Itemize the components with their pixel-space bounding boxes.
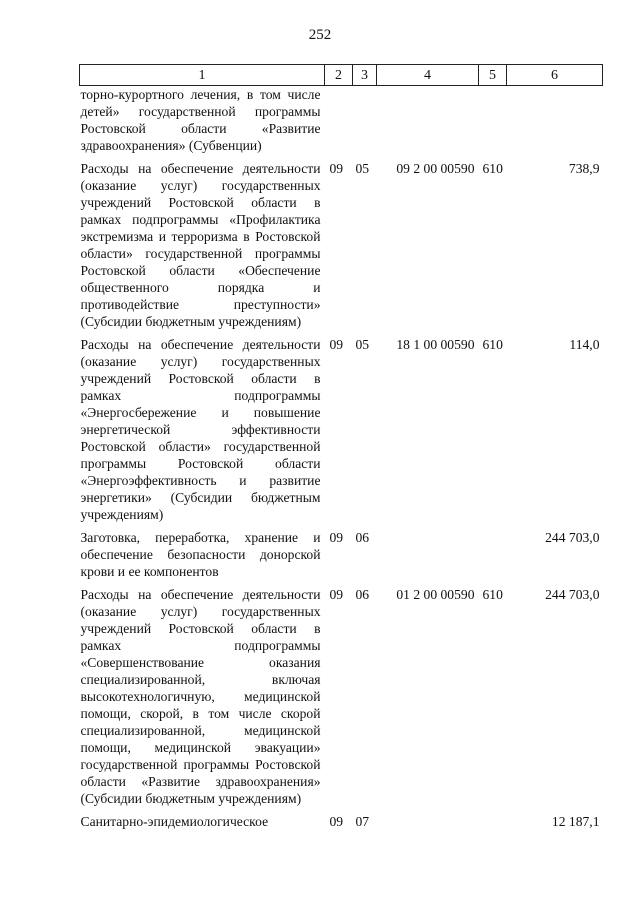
row-section: 09 bbox=[329, 587, 344, 602]
header-col-4: 4 bbox=[377, 65, 479, 86]
row-expense-type bbox=[479, 813, 507, 836]
header-col-6: 6 bbox=[507, 65, 603, 86]
header-row bbox=[80, 65, 603, 86]
header-col-5: 5 bbox=[479, 65, 507, 86]
row-subsection bbox=[353, 86, 377, 161]
table-row bbox=[80, 586, 603, 813]
row-target-code: 01 2 00 00590 bbox=[396, 587, 475, 602]
row-section: 09 bbox=[329, 161, 344, 176]
row-name: Санитарно-эпидемиологическое bbox=[80, 814, 269, 829]
table-row bbox=[80, 160, 603, 336]
table-row bbox=[80, 86, 603, 161]
row-amount: 738,9 bbox=[568, 161, 600, 176]
row-name: Расходы на обеспечение деятельности (оказание услуг) государственных учреждений Ростовской области в рамках подпрограммы «Совершенствование оказания специализированной, включая высокотехнологичную, медицинской помощи, скорой, в том числе скорой специализированной, медицинской помощи, медицинской эвакуации» государственной программы Ростовской области «Развитие здравоохранения» (Субсидии бюджетным учреждениям) bbox=[80, 587, 321, 806]
budget-table bbox=[79, 64, 603, 836]
row-expense-type bbox=[479, 86, 507, 161]
row-subsection: 05 bbox=[355, 337, 370, 352]
row-section: 09 bbox=[329, 814, 344, 829]
row-amount: 244 703,0 bbox=[545, 530, 600, 545]
table-body bbox=[80, 86, 603, 837]
row-name: Расходы на обеспечение деятельности (оказание услуг) государственных учреждений Ростовской области в рамках подпрограммы «Профилактика экстремизма и терроризма в Ростовской области» государственной программы Ростовской области «Обеспечение общественного порядка и противодействие преступности» (Субсидии бюджетным учреждениям) bbox=[80, 161, 321, 329]
row-amount bbox=[507, 86, 603, 161]
row-target-code bbox=[377, 529, 479, 586]
row-expense-type: 610 bbox=[482, 161, 503, 176]
row-target-code bbox=[377, 86, 479, 161]
row-subsection: 06 bbox=[355, 530, 370, 545]
row-subsection: 07 bbox=[355, 814, 370, 829]
header-col-1: 1 bbox=[80, 65, 325, 86]
row-name: торно-курортного лечения, в том числе детей» государственной программы Ростовской области «Развитие здравоохранения» (Субвенции) bbox=[80, 87, 321, 153]
row-name: Расходы на обеспечение деятельности (оказание услуг) государственных учреждений Ростовской области в рамках подпрограммы «Энергосбережение и повышение энергетической эффективности Ростовской области» государственной программы Ростовской области «Энергоэффективность и развитие энергетики» (Субсидии бюджетным учреждениям) bbox=[80, 337, 321, 522]
row-section: 09 bbox=[329, 337, 344, 352]
page-number: 252 bbox=[308, 27, 332, 43]
row-name: Заготовка, переработка, хранение и обеспечение безопасности донорской крови и ее компонентов bbox=[80, 530, 321, 579]
table-row bbox=[80, 529, 603, 586]
row-expense-type bbox=[479, 529, 507, 586]
table-row bbox=[80, 336, 603, 529]
row-subsection: 05 bbox=[355, 161, 370, 176]
row-section: 09 bbox=[329, 530, 344, 545]
row-target-code: 18 1 00 00590 bbox=[396, 337, 475, 352]
row-subsection: 06 bbox=[355, 587, 370, 602]
row-amount: 12 187,1 bbox=[551, 814, 600, 829]
row-section bbox=[325, 86, 353, 161]
table-row bbox=[80, 813, 603, 836]
row-amount: 114,0 bbox=[569, 337, 600, 352]
row-expense-type: 610 bbox=[482, 587, 503, 602]
header-col-2: 2 bbox=[325, 65, 353, 86]
row-target-code: 09 2 00 00590 bbox=[396, 161, 475, 176]
row-expense-type: 610 bbox=[482, 337, 503, 352]
table-header bbox=[80, 65, 603, 86]
header-col-3: 3 bbox=[353, 65, 377, 86]
row-amount: 244 703,0 bbox=[545, 587, 600, 602]
row-target-code bbox=[377, 813, 479, 836]
